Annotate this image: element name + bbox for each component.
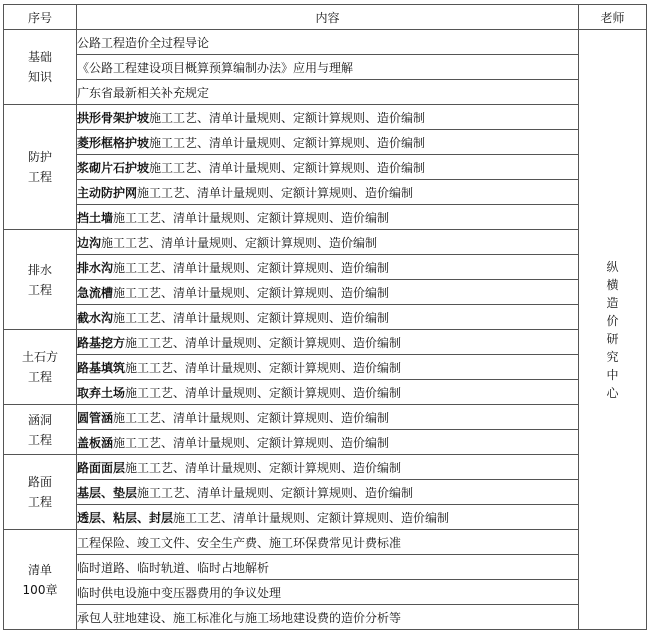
- content-text: 临时道路、临时轨道、临时占地解析: [77, 560, 270, 575]
- topic-name: 浆砌片石护坡: [77, 160, 150, 175]
- content-text: 施工工艺、清单计量规则、定额计算规则、造价编制: [125, 460, 402, 475]
- category-label: 知识: [27, 70, 52, 84]
- category-label: 防护: [27, 150, 52, 164]
- table-row: [4, 105, 647, 130]
- teacher-char: 心: [606, 385, 619, 400]
- content-cell: [77, 155, 579, 180]
- table-row: [4, 505, 647, 530]
- topic-name: 菱形框格护坡: [77, 135, 150, 150]
- table-row: [4, 80, 647, 105]
- table-row: [4, 30, 647, 55]
- topic-name: 路基填筑: [77, 360, 126, 375]
- content-cell: [77, 255, 579, 280]
- topic-name: 急流槽: [77, 285, 114, 300]
- table-row: [4, 555, 647, 580]
- topic-name: 路基挖方: [77, 335, 126, 350]
- table-row: [4, 430, 647, 455]
- content-text: 施工工艺、清单计量规则、定额计算规则、造价编制: [173, 510, 450, 525]
- content-text: 施工工艺、清单计量规则、定额计算规则、造价编制: [149, 135, 426, 150]
- table-row: [4, 305, 647, 330]
- teacher-char: 横: [606, 277, 619, 292]
- content-cell: [77, 405, 579, 430]
- content-cell: [77, 580, 579, 605]
- teacher-char: 中: [606, 367, 619, 382]
- topic-name: 路面面层: [77, 460, 126, 475]
- table-row: [4, 255, 647, 280]
- teacher-char: 纵: [606, 259, 619, 274]
- header-row: [4, 5, 647, 30]
- content-cell: [77, 455, 579, 480]
- content-cell: [77, 555, 579, 580]
- content-text: 施工工艺、清单计量规则、定额计算规则、造价编制: [113, 435, 390, 450]
- category-label: 工程: [27, 282, 52, 297]
- category-label: 工程: [27, 495, 52, 509]
- content-text: 施工工艺、清单计量规则、定额计算规则、造价编制: [149, 160, 426, 175]
- content-text: 施工工艺、清单计量规则、定额计算规则、造价编制: [113, 410, 390, 425]
- teacher-char: 究: [606, 349, 619, 364]
- table-body: [4, 30, 647, 630]
- topic-name: 基层、垫层: [77, 485, 138, 500]
- category-cell: [4, 30, 77, 105]
- category-label: 工程: [27, 370, 52, 384]
- table-row: [4, 530, 647, 555]
- header-teacher: 老师: [579, 5, 647, 30]
- header-seq: 序号: [4, 5, 77, 30]
- category-label: 土石方: [21, 350, 58, 364]
- table-row: [4, 280, 647, 305]
- topic-name: 圆管涵: [77, 410, 114, 425]
- content-text: 《公路工程建设项目概算预算编制办法》应用与理解: [77, 60, 354, 75]
- content-text: 施工工艺、清单计量规则、定额计算规则、造价编制: [125, 385, 402, 400]
- content-cell: [77, 330, 579, 355]
- course-table: [3, 4, 647, 630]
- topic-name: 主动防护网: [77, 185, 138, 200]
- table-row: [4, 130, 647, 155]
- content-text: 公路工程造价全过程导论: [77, 35, 210, 50]
- content-text: 施工工艺、清单计量规则、定额计算规则、造价编制: [113, 310, 390, 325]
- table-row: [4, 455, 647, 480]
- topic-name: 盖板涵: [77, 435, 114, 450]
- category-cell: [4, 105, 77, 230]
- content-cell: [77, 55, 579, 80]
- category-cell: [4, 230, 77, 330]
- topic-name: 取弃土场: [77, 385, 126, 400]
- content-cell: [77, 280, 579, 305]
- category-label: 路面: [27, 475, 52, 489]
- content-cell: [77, 380, 579, 405]
- content-text: 施工工艺、清单计量规则、定额计算规则、造价编制: [137, 185, 414, 200]
- content-text: 施工工艺、清单计量规则、定额计算规则、造价编制: [101, 235, 378, 250]
- category-label: 排水: [27, 262, 52, 277]
- table-row: [4, 405, 647, 430]
- category-cell: [4, 530, 77, 630]
- content-cell: [77, 230, 579, 255]
- content-cell: [77, 205, 579, 230]
- content-cell: [77, 105, 579, 130]
- topic-name: 挡土墙: [77, 210, 114, 225]
- content-text: 工程保险、竣工文件、安全生产费、施工环保费常见计费标准: [77, 535, 402, 550]
- table-row: [4, 230, 647, 255]
- table-row: [4, 155, 647, 180]
- category-label: 清单: [27, 562, 52, 577]
- content-cell: [77, 130, 579, 155]
- table-row: [4, 580, 647, 605]
- teacher-char: 研: [606, 331, 619, 346]
- topic-name: 透层、粘层、封层: [77, 510, 174, 525]
- content-text: 承包人驻地建设、施工标准化与施工场地建设费的造价分析等: [77, 610, 402, 625]
- table-row: [4, 205, 647, 230]
- category-cell: [4, 455, 77, 530]
- teacher-char: 造: [606, 295, 619, 310]
- content-cell: [77, 355, 579, 380]
- category-cell: [4, 405, 77, 455]
- content-text: 临时供电设施中变压器费用的争议处理: [77, 585, 282, 600]
- content-cell: [77, 530, 579, 555]
- teacher-char: 价: [606, 313, 619, 328]
- table-row: [4, 480, 647, 505]
- topic-name: 边沟: [77, 235, 102, 250]
- category-label: 工程: [27, 170, 52, 184]
- content-cell: [77, 480, 579, 505]
- content-text: 施工工艺、清单计量规则、定额计算规则、造价编制: [113, 260, 390, 275]
- content-text: 施工工艺、清单计量规则、定额计算规则、造价编制: [125, 360, 402, 375]
- content-text: 施工工艺、清单计量规则、定额计算规则、造价编制: [149, 110, 426, 125]
- header-content: 内容: [77, 5, 579, 30]
- content-text: 广东省最新相关补充规定: [77, 85, 210, 100]
- content-cell: [77, 180, 579, 205]
- category-label: 涵洞: [27, 412, 52, 427]
- content-text: 施工工艺、清单计量规则、定额计算规则、造价编制: [113, 285, 390, 300]
- content-cell: [77, 605, 579, 630]
- category-cell: [4, 330, 77, 405]
- category-label: 基础: [27, 50, 52, 64]
- table-row: [4, 380, 647, 405]
- content-cell: [77, 505, 579, 530]
- table-row: [4, 330, 647, 355]
- table-row: [4, 355, 647, 380]
- content-cell: [77, 430, 579, 455]
- teacher-cell: [579, 30, 647, 630]
- topic-name: 截水沟: [77, 310, 114, 325]
- content-cell: [77, 30, 579, 55]
- table-row: [4, 180, 647, 205]
- category-label: 工程: [27, 432, 52, 447]
- table-row: [4, 55, 647, 80]
- content-cell: [77, 80, 579, 105]
- topic-name: 排水沟: [77, 260, 114, 275]
- content-text: 施工工艺、清单计量规则、定额计算规则、造价编制: [113, 210, 390, 225]
- content-text: 施工工艺、清单计量规则、定额计算规则、造价编制: [137, 485, 414, 500]
- content-cell: [77, 305, 579, 330]
- table-row: [4, 605, 647, 630]
- content-text: 施工工艺、清单计量规则、定额计算规则、造价编制: [125, 335, 402, 350]
- topic-name: 拱形骨架护坡: [77, 110, 150, 125]
- category-label: 100章: [22, 582, 58, 597]
